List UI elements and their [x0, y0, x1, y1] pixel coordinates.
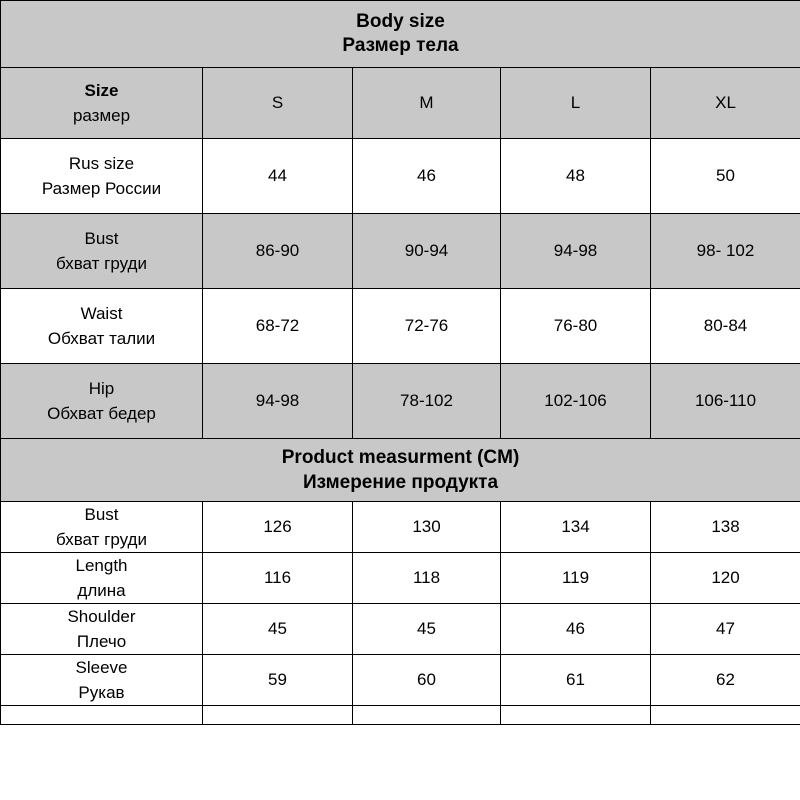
product-measurement-title-row	[1, 439, 800, 502]
size-header-m: M	[353, 68, 501, 139]
row-label-waist-en: Waist	[80, 304, 123, 323]
row-label-product-bust	[1, 502, 203, 553]
cell-length-s: 116	[203, 553, 353, 604]
size-header-xl: XL	[651, 68, 800, 139]
row-label-product-bust-ru: бхват груди	[56, 530, 147, 549]
body-size-title	[1, 1, 800, 68]
size-header-row	[1, 68, 800, 139]
row-label-waist	[1, 289, 203, 364]
cell-rus-size-m: 46	[353, 139, 501, 214]
product-measurement-title-en: Product measurment (CM)	[281, 447, 520, 468]
cell-sleeve-l: 61	[501, 655, 651, 706]
cell-shoulder-xl: 47	[651, 604, 800, 655]
row-label-bust-ru: бхват груди	[56, 254, 147, 273]
row-label-hip-ru: Обхват бедер	[47, 404, 156, 423]
cell-partial-l	[501, 706, 651, 725]
row-label-length	[1, 553, 203, 604]
row-label-length-en: Length	[75, 556, 128, 575]
size-header-label-ru: размер	[72, 106, 131, 125]
cell-partial-xl	[651, 706, 800, 725]
cell-waist-s: 68-72	[203, 289, 353, 364]
cell-length-l: 119	[501, 553, 651, 604]
table-row	[1, 139, 800, 214]
cell-partial-m	[353, 706, 501, 725]
table-row	[1, 364, 800, 439]
row-label-bust-en: Bust	[84, 229, 119, 248]
product-measurement-title-ru: Измерение продукта	[302, 472, 499, 493]
row-label-shoulder-en: Shoulder	[67, 607, 136, 626]
table-row	[1, 289, 800, 364]
size-header-label	[1, 68, 203, 139]
row-label-shoulder	[1, 604, 203, 655]
cell-shoulder-s: 45	[203, 604, 353, 655]
product-measurement-title	[1, 439, 800, 502]
cell-rus-size-l: 48	[501, 139, 651, 214]
row-label-hip	[1, 364, 203, 439]
cell-bust-l: 94-98	[501, 214, 651, 289]
cell-hip-m: 78-102	[353, 364, 501, 439]
body-size-title-row	[1, 1, 800, 68]
table-row	[1, 214, 800, 289]
table-row	[1, 655, 800, 706]
cell-product-bust-xl: 138	[651, 502, 800, 553]
cell-hip-s: 94-98	[203, 364, 353, 439]
row-label-hip-en: Hip	[88, 379, 115, 398]
cell-bust-s: 86-90	[203, 214, 353, 289]
cell-partial-label	[1, 706, 203, 725]
cell-bust-m: 90-94	[353, 214, 501, 289]
row-label-waist-ru: Обхват талии	[47, 329, 156, 348]
row-label-bust	[1, 214, 203, 289]
size-header-l: L	[501, 68, 651, 139]
body-size-title-ru: Размер тела	[342, 35, 459, 56]
cell-sleeve-m: 60	[353, 655, 501, 706]
cell-product-bust-m: 130	[353, 502, 501, 553]
row-label-sleeve-en: Sleeve	[75, 658, 128, 677]
row-label-rus-size-en: Rus size	[68, 154, 135, 173]
cell-product-bust-l: 134	[501, 502, 651, 553]
cell-rus-size-s: 44	[203, 139, 353, 214]
row-label-rus-size-ru: Размер России	[41, 179, 162, 198]
cell-waist-l: 76-80	[501, 289, 651, 364]
row-label-sleeve-ru: Рукав	[78, 683, 125, 702]
cell-length-m: 118	[353, 553, 501, 604]
row-label-rus-size	[1, 139, 203, 214]
table-row-partial	[1, 706, 800, 725]
table-row	[1, 502, 800, 553]
row-label-shoulder-ru: Плечо	[76, 632, 127, 651]
size-header-label-en: Size	[84, 81, 119, 100]
table-row	[1, 553, 800, 604]
row-label-product-bust-en: Bust	[84, 505, 119, 524]
cell-hip-l: 102-106	[501, 364, 651, 439]
cell-shoulder-l: 46	[501, 604, 651, 655]
cell-product-bust-s: 126	[203, 502, 353, 553]
size-header-s: S	[203, 68, 353, 139]
cell-rus-size-xl: 50	[651, 139, 800, 214]
cell-waist-m: 72-76	[353, 289, 501, 364]
row-label-sleeve	[1, 655, 203, 706]
table-row	[1, 604, 800, 655]
cell-bust-xl: 98- 102	[651, 214, 800, 289]
cell-sleeve-s: 59	[203, 655, 353, 706]
cell-hip-xl: 106-110	[651, 364, 800, 439]
cell-shoulder-m: 45	[353, 604, 501, 655]
row-label-length-ru: длина	[77, 581, 126, 600]
cell-sleeve-xl: 62	[651, 655, 800, 706]
cell-length-xl: 120	[651, 553, 800, 604]
cell-waist-xl: 80-84	[651, 289, 800, 364]
body-size-title-en: Body size	[356, 11, 445, 32]
cell-partial-s	[203, 706, 353, 725]
